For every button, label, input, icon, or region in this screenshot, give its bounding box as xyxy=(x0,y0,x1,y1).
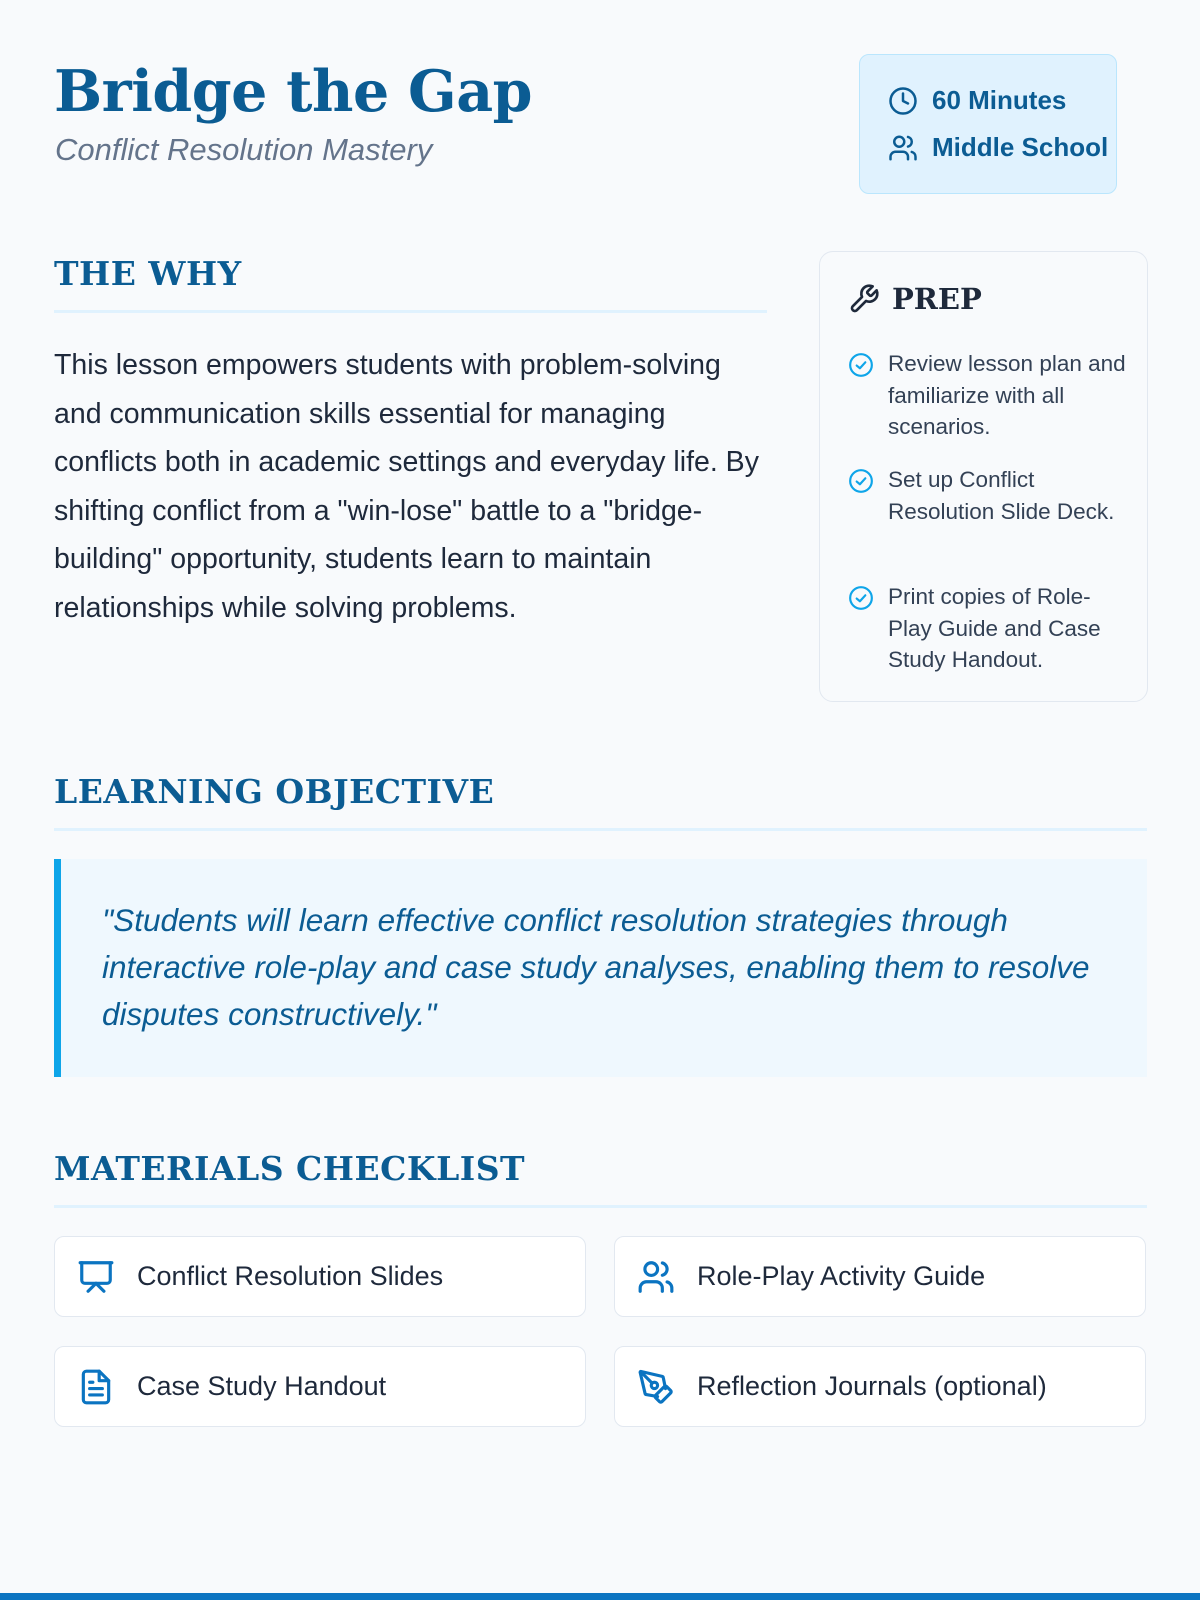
materials-divider xyxy=(54,1205,1147,1208)
audience-label: Middle School xyxy=(932,132,1109,162)
objective-quote-block xyxy=(54,859,1147,1077)
clock-icon xyxy=(888,86,918,116)
lesson-title: Bridge the Gap xyxy=(54,58,533,125)
users-icon xyxy=(637,1258,675,1296)
footer-accent-bar xyxy=(0,1593,1200,1600)
wrench-icon xyxy=(848,283,880,315)
prep-item-text: Review lesson plan and familiarize with all scenarios. xyxy=(888,351,1126,439)
objective-divider xyxy=(54,828,1147,831)
lesson-subtitle: Conflict Resolution Mastery xyxy=(55,132,433,167)
objective-heading: LEARNING OBJECTIVE xyxy=(54,772,495,811)
material-item-case-study[interactable] xyxy=(54,1346,586,1427)
audience-row xyxy=(888,132,1108,163)
presentation-icon xyxy=(77,1258,115,1296)
check-circle-icon xyxy=(848,468,874,494)
materials-heading: MATERIALS CHECKLIST xyxy=(54,1149,526,1188)
prep-item xyxy=(848,581,1128,676)
check-circle-icon xyxy=(848,352,874,378)
material-item-reflection-journals[interactable] xyxy=(614,1346,1146,1427)
why-paragraph: This lesson empowers students with problem-solving and communication skills essential for managing conflicts both in academic settings and everyday life. By shifting conflict from a "win-lose" battle to a "bridge-building" opportunity, students learn to maintain relationships while solving problems. xyxy=(54,349,759,624)
duration-label: 60 Minutes xyxy=(932,85,1067,115)
prep-item xyxy=(848,464,1128,527)
material-label: Reflection Journals (optional) xyxy=(697,1371,1047,1401)
users-icon xyxy=(888,133,918,163)
objective-quote: "Students will learn effective conflict resolution strategies through interactive role-play and case study analyses, enabling them to resolve disputes constructively." xyxy=(102,902,1090,1032)
prep-item-text: Set up Conflict Resolution Slide Deck. xyxy=(888,467,1115,524)
material-item-role-play-guide[interactable] xyxy=(614,1236,1146,1317)
material-label: Case Study Handout xyxy=(137,1371,387,1401)
prep-item-text: Print copies of Role-Play Guide and Case Study Handout. xyxy=(888,584,1101,672)
pen-tool-icon xyxy=(637,1368,675,1406)
why-heading: THE WHY xyxy=(54,254,242,293)
why-divider xyxy=(54,310,767,313)
check-circle-icon xyxy=(848,585,874,611)
prep-item xyxy=(848,348,1128,443)
material-label: Conflict Resolution Slides xyxy=(137,1261,444,1291)
prep-heading-row xyxy=(848,282,982,316)
lesson-meta-box xyxy=(859,54,1117,194)
duration-row xyxy=(888,85,1066,116)
material-item-slides[interactable] xyxy=(54,1236,586,1317)
prep-card xyxy=(819,251,1148,702)
material-label: Role-Play Activity Guide xyxy=(697,1261,986,1291)
prep-heading: PREP xyxy=(892,282,982,316)
document-icon xyxy=(77,1368,115,1406)
